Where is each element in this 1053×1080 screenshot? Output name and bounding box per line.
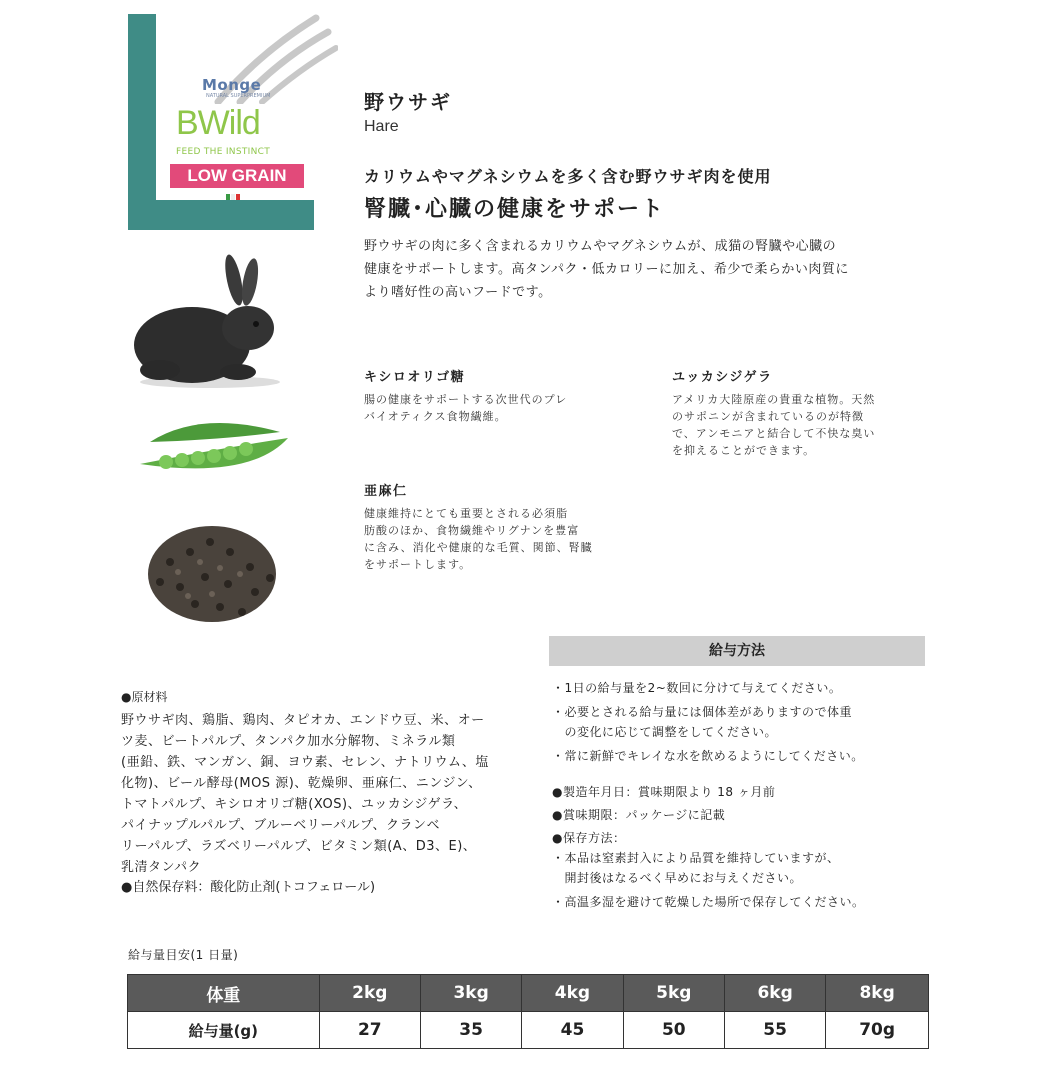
feature-title: ユッカシジゲラ bbox=[672, 370, 773, 385]
lead-line-2: 腎臓･心臓の健康をサポート bbox=[364, 197, 666, 222]
feature-line: で、アンモニアと結合して不快な臭い bbox=[672, 427, 876, 440]
feeding-amount-table bbox=[127, 974, 929, 1049]
ingredients-line: 化物)、ビール酵母(MOS 源)、乾燥卵、亜麻仁、ニンジン、 bbox=[121, 776, 482, 791]
table-cell-amount: 27 bbox=[319, 1012, 420, 1049]
feature-line: をサポートします。 bbox=[364, 558, 472, 571]
italy-flag-icon bbox=[226, 194, 240, 200]
product-info-list bbox=[552, 782, 952, 912]
logo-tagline: FEED THE INSTINCT bbox=[176, 147, 271, 157]
storage-item: ・高温多湿を避けて乾燥した場所で保存してください。 bbox=[552, 895, 865, 909]
product-intro bbox=[364, 235, 954, 304]
table-cell-weight: 4kg bbox=[522, 975, 623, 1012]
feeding-item: ・必要とされる給与量には個体差がありますので体重 bbox=[552, 705, 853, 719]
table-cell-amount: 55 bbox=[724, 1012, 825, 1049]
logo-brand-sub: NATURAL SUPERPREMIUM bbox=[206, 93, 271, 99]
feeding-item: の変化に応じて調整をしてください。 bbox=[552, 725, 778, 739]
ingredients-line: 野ウサギ肉、鶏脂、鶏肉、タピオカ、エンドウ豆、米、オー bbox=[121, 713, 485, 728]
table-cell-amount: 45 bbox=[522, 1012, 623, 1049]
feeding-method-list bbox=[552, 678, 952, 766]
ingredients-line: パイナップルパルプ、ブルーベリーパルプ、クランベ bbox=[121, 818, 441, 833]
logo-l-shape bbox=[128, 14, 156, 230]
ingredients-line: ツ麦、ビートパルプ、タンパク加水分解物、ミネラル類 bbox=[121, 734, 456, 749]
ingredients-line: 乳清タンパク bbox=[121, 860, 202, 875]
table-header-amount: 給与量(g) bbox=[128, 1012, 320, 1049]
feature-line: バイオティクス食物繊維。 bbox=[364, 410, 507, 423]
feature-title: 亜麻仁 bbox=[364, 484, 408, 499]
logo-low-grain-badge: LOW GRAIN bbox=[170, 164, 304, 188]
feature-line: に含み、消化や健康的な毛質、関節、腎臓 bbox=[364, 541, 593, 554]
table-cell-amount: 50 bbox=[623, 1012, 724, 1049]
logo-brand-name: Monge bbox=[202, 76, 262, 94]
feeding-item: ・1日の給与量を2~数回に分けて与えてください。 bbox=[552, 681, 842, 695]
intro-line: より嗜好性の高いフードです。 bbox=[364, 285, 552, 300]
feeding-table-caption: 給与量目安(1 日量) bbox=[128, 948, 239, 962]
intro-line: 野ウサギの肉に多く含まれるカリウムやマグネシウムが、成猫の腎臓や心臓の bbox=[364, 239, 837, 254]
logo-l-shape-base bbox=[128, 200, 314, 230]
table-cell-weight: 8kg bbox=[826, 975, 929, 1012]
table-header-weight: 体重 bbox=[128, 975, 320, 1012]
table-cell-weight: 3kg bbox=[420, 975, 521, 1012]
manufacture-date: ●製造年月日：賞味期限より 18 ヶ月前 bbox=[552, 785, 776, 799]
feature-yucca bbox=[672, 366, 962, 459]
ingredients-line: リーパルプ、ラズベリーパルプ、ビタミン類(A、D3、E)、 bbox=[121, 839, 477, 854]
expiry-date: ●賞味期限：パッケージに記載 bbox=[552, 808, 726, 822]
feature-xylo-oligo bbox=[364, 366, 634, 425]
preservative-info: ●自然保存料：酸化防止剤(トコフェロール) bbox=[121, 880, 376, 895]
feature-line: のサポニンが含まれているのが特徴 bbox=[672, 410, 864, 423]
table-row-amount bbox=[128, 1012, 929, 1049]
feature-title: キシロオリゴ糖 bbox=[364, 370, 466, 385]
ingredients-line: (亜鉛、鉄、マンガン、銅、ヨウ素、セレン、ナトリウム、塩 bbox=[121, 755, 489, 770]
storage-item: ・本品は窒素封入により品質を維持していますが、 bbox=[552, 851, 840, 865]
feature-desc bbox=[364, 391, 634, 425]
flax-seed-image bbox=[130, 512, 290, 632]
intro-line: 健康をサポートします。高タンパク・低カロリーに加え、希少で柔らかい肉質に bbox=[364, 262, 849, 277]
brand-logo bbox=[128, 14, 314, 230]
product-subtitle: Hare bbox=[364, 118, 399, 135]
feature-line: 腸の健康をサポートする次世代のプレ bbox=[364, 393, 568, 406]
lead-line-1: カリウムやマグネシウムを多く含む野ウサギ肉を使用 bbox=[364, 167, 772, 186]
table-cell-weight: 5kg bbox=[623, 975, 724, 1012]
feature-line: 健康維持にとても重要とされる必須脂 bbox=[364, 507, 568, 520]
logo-product-line: BWild bbox=[176, 104, 260, 142]
rabbit-image bbox=[130, 250, 290, 390]
pea-pod-image bbox=[130, 402, 290, 492]
table-cell-weight: 2kg bbox=[319, 975, 420, 1012]
product-title: 野ウサギ bbox=[364, 90, 452, 114]
storage-heading: ●保存方法： bbox=[552, 831, 626, 845]
table-cell-amount: 70g bbox=[826, 1012, 929, 1049]
feature-desc bbox=[364, 505, 654, 573]
feature-desc bbox=[672, 391, 962, 459]
feature-line: アメリカ大陸原産の貴重な植物。天然 bbox=[672, 393, 876, 406]
feature-line: 肪酸のほか、食物繊維やリグナンを豊富 bbox=[364, 524, 580, 537]
feeding-method-heading: 給与方法 bbox=[549, 636, 925, 666]
feature-flaxseed bbox=[364, 480, 654, 573]
feeding-item: ・常に新鮮でキレイな水を飲めるようにしてください。 bbox=[552, 749, 864, 763]
ingredients-line: トマトパルプ、キシロオリゴ糖(XOS)、ユッカシジゲラ、 bbox=[121, 797, 468, 812]
table-cell-weight: 6kg bbox=[724, 975, 825, 1012]
table-row-weight bbox=[128, 975, 929, 1012]
storage-item: 開封後はなるべく早めにお与えください。 bbox=[552, 871, 803, 885]
table-cell-amount: 35 bbox=[420, 1012, 521, 1049]
feature-line: を抑えることができます。 bbox=[672, 444, 816, 457]
ingredients-list bbox=[121, 710, 501, 878]
ingredients-heading: ●原材料 bbox=[121, 690, 168, 704]
